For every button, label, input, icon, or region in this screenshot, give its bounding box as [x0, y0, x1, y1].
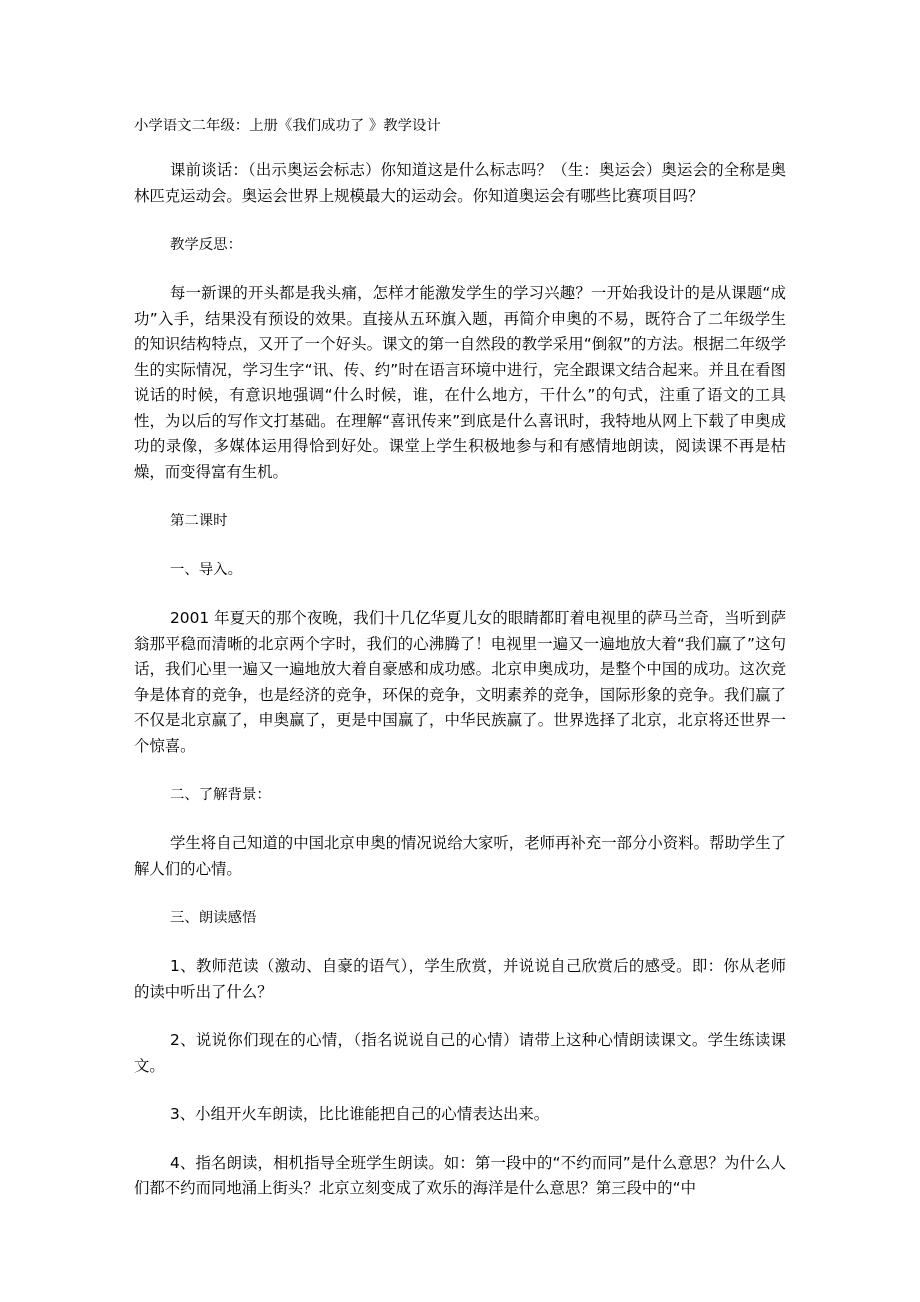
heading-second-lesson: 第二课时	[170, 513, 228, 529]
heading-reading: 三、朗读感悟	[170, 910, 257, 926]
list-item-reading-4: 4、指名朗读，相机指导全班学生朗读。如：第一段中的“不约而同”是什么意思？为什么人们都不约而同地涌上街头？北京立刻变成了欢乐的海洋是什么意思？第三段中的“中	[134, 1153, 786, 1197]
document-title: 小学语文二年级：上册《我们成功了 》教学设计	[134, 118, 441, 134]
heading-introduction: 一、导入。	[170, 562, 242, 578]
paragraph-introduction: 2001 年夏天的那个夜晚，我们十几亿华夏儿女的眼睛都盯着电视里的萨马兰奇，当听到萨翁那平稳而清晰的北京两个字时，我们的心沸腾了！电视里一遍又一遍地放大着“我们赢了”这句话，我们心里一遍又一遍地放大着自豪感和成功感。北京申奥成功，是整个中国的成功。这次竞争是体育的竞争，也是经济的竞争，环保的竞争，文明素养的竞争，国际形象的竞争。我们赢了不仅是北京赢了，申奥赢了，更是中国赢了，中华民族赢了。世界选择了北京，北京将还世界一个惊喜。	[134, 609, 786, 755]
document-page	[134, 112, 786, 1225]
list-item-reading-1: 1、教师范读（激动、自豪的语气），学生欣赏，并说说自己欣赏后的感受。即：你从老师的读中听出了什么？	[134, 957, 786, 1001]
paragraph-background: 学生将自己知道的中国北京申奥的情况说给大家听，老师再补充一部分小资料。帮助学生了解人们的心情。	[134, 834, 786, 878]
heading-background: 二、了解背景：	[170, 787, 271, 803]
heading-teaching-reflection: 教学反思：	[170, 237, 242, 253]
paragraph-reflection: 每一新课的开头都是我头痛，怎样才能激发学生的学习兴趣？一开始我设计的是从课题“成功”入手，结果没有预设的效果。直接从五环旗入题，再简介申奥的不易，既符合了二年级学生的知识结构特点，又开了一个好头。课文的第一自然段的教学采用“倒叙”的方法。根据二年级学生的实际情况，学习生字“讯、传、约”时在语言环境中进行，完全跟课文结合起来。并且在看图说话的时候，有意识地强调“什么时候，谁，在什么地方，干什么”的句式，注重了语文的工具性，为以后的写作文打基础。在理解“喜讯传来”到底是什么喜讯时，我特地从网上下载了申奥成功的录像，多媒体运用得恰到好处。课堂上学生积极地参与和有感情地朗读，阅读课不再是枯燥，而变得富有生机。	[134, 284, 786, 481]
list-item-reading-3: 3、小组开火车朗读，比比谁能把自己的心情表达出来。	[170, 1105, 550, 1123]
paragraph-pre-class-talk: 课前谈话：（出示奥运会标志）你知道这是什么标志吗？（生：奥运会）奥运会的全称是奥林匹克运动会。奥运会世界上规模最大的运动会。你知道奥运会有哪些比赛项目吗？	[134, 161, 786, 205]
list-item-reading-2: 2、说说你们现在的心情，（指名说说自己的心情）请带上这种心情朗读课文。学生练读课文。	[134, 1031, 786, 1075]
